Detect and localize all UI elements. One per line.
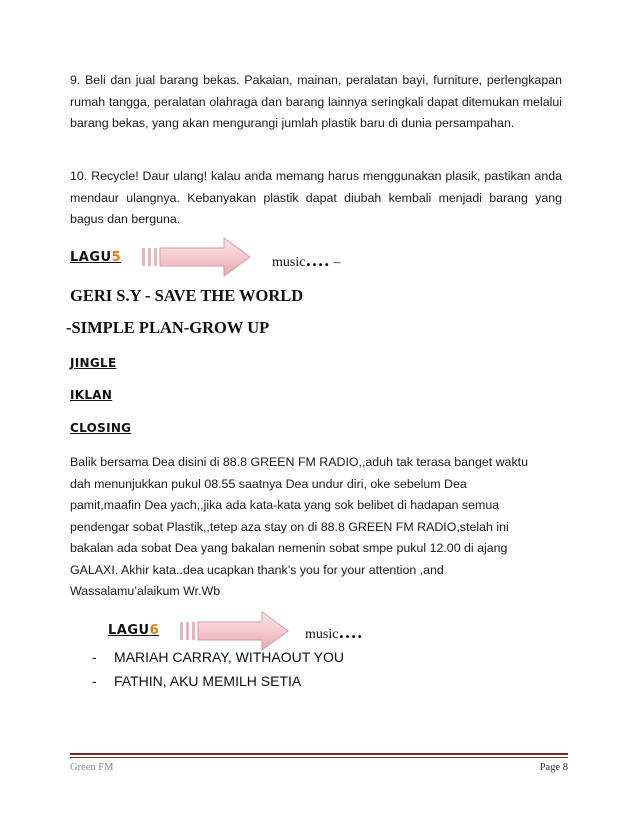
section-iklan: IKLAN [70, 388, 113, 402]
list-dash: - [92, 673, 97, 689]
arrow-right-icon [180, 609, 292, 653]
paragraph-9: 9. Beli dan jual barang bekas. Pakaian, mainan, peralatan bayi, furniture, perlengkapan rumah tangga, peralatan olahraga dan barang lainnya seringkali dapat ditemukan melalui barang bekas, yang akan mengurangi jumlah plastik baru di dunia persampahan. [70, 73, 562, 130]
arrow-right-icon [142, 235, 254, 279]
list-item-text: FATHIN, AKU MEMILH SETIA [114, 673, 302, 689]
closing-line-6: GALAXI. Akhir kata..dea ucapkan thank’s you for your attention ,and [70, 562, 444, 577]
lagu-5-label [70, 250, 121, 265]
list-dash: - [92, 649, 97, 665]
section-jingle: JINGLE [70, 356, 117, 370]
music-dots: …. [338, 622, 363, 642]
lagu-6-label [108, 623, 159, 638]
music-text: music [305, 627, 339, 642]
section-closing: CLOSING [70, 421, 132, 435]
closing-salam: Wassalamu’alaikum Wr.Wb [70, 584, 221, 598]
music-text: music [272, 255, 306, 270]
music-cue-5 [272, 250, 340, 271]
closing-line-2: dah menunjukkan pukul 08.55 saatnya Dea undur diri, oke sebelum Dea [70, 476, 467, 491]
music-cue-6 [305, 622, 363, 643]
music-dots: …. [305, 250, 330, 270]
lagu-number: 5 [111, 250, 122, 265]
list-item-text: MARIAH CARRAY, WITHAOUT YOU [114, 649, 344, 665]
music-suffix: – [329, 255, 341, 270]
lagu-label-text: LAGU [108, 623, 150, 638]
paragraph-10: 10. Recycle! Daur ulang! kalau anda memang harus menggunakan plasik, pastikan anda mendaur ulangnya. Kebanyakan plastik dapat diubah kembali menjadi barang yang bagus dan berguna. [70, 169, 562, 226]
song-title-1: GERI S.Y - SAVE THE WORLD [70, 286, 304, 305]
closing-line-4: pendengar sobat Plastik,,tetep aza stay on di 88.8 GREEN FM RADIO,stelah ini [70, 519, 509, 534]
closing-line-5: bakalan ada sobat Dea yang bakalan nemenin sobat smpe pukul 12.00 di ajang [70, 541, 508, 555]
closing-paragraph [70, 452, 570, 581]
footer-station-name: Green FM [70, 762, 114, 773]
lagu-number: 6 [149, 623, 160, 638]
closing-line-1: Balik bersama Dea disini di 88.8 GREEN FM RADIO,,aduh tak terasa banget waktu [70, 455, 528, 469]
song-title-2: -SIMPLE PLAN-GROW UP [66, 318, 270, 337]
footer-rule-thin [70, 757, 568, 758]
footer-page-number: Page 8 [539, 762, 568, 773]
footer-rule-thick [70, 753, 568, 755]
song-list-item-1 [92, 649, 344, 665]
closing-line-3: pamit,maafin Dea yach,,jika ada kata-kata yang sok belibet di hadapan semua [70, 498, 500, 512]
lagu-label-text: LAGU [70, 250, 112, 265]
song-list-item-2 [92, 673, 301, 689]
